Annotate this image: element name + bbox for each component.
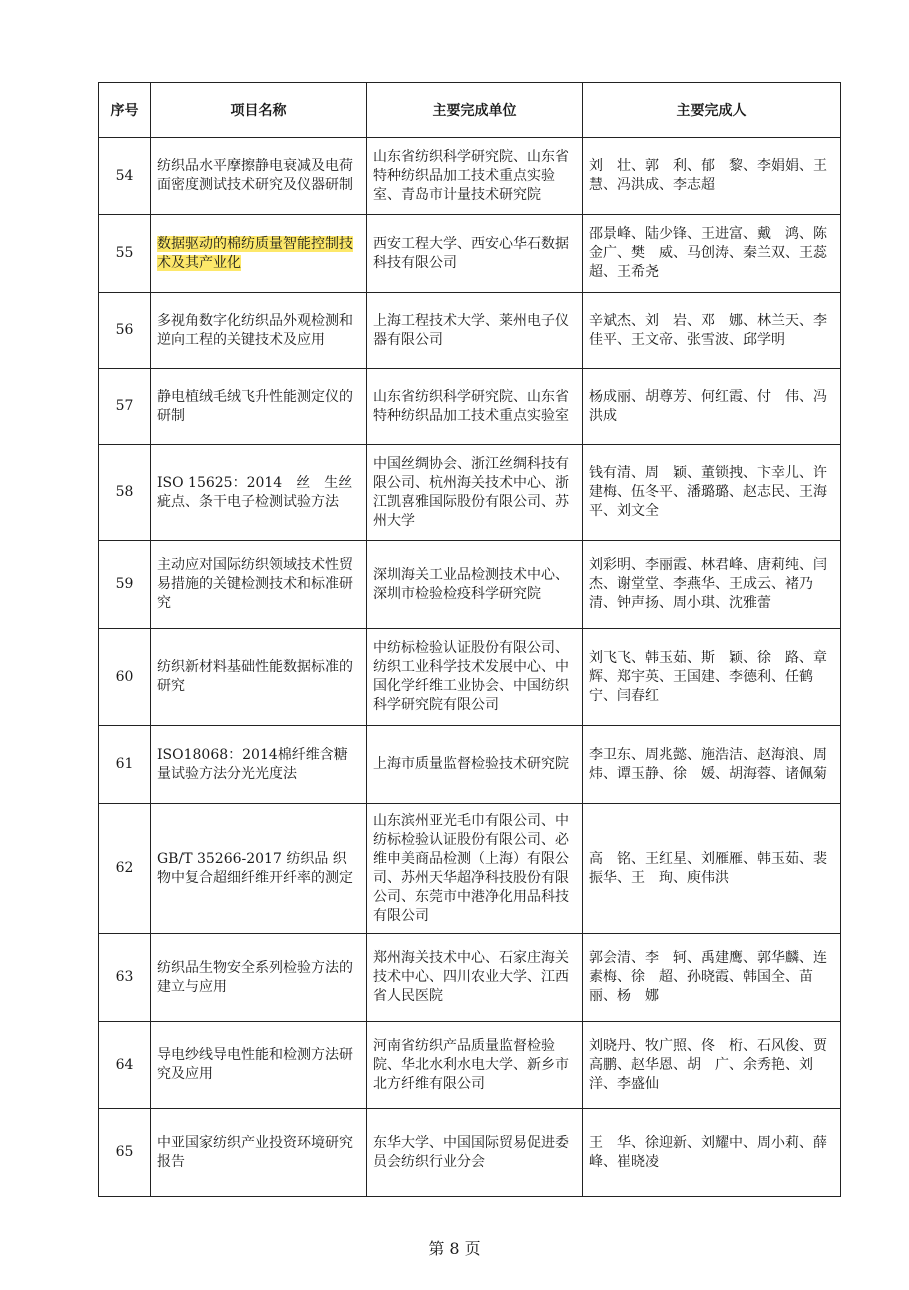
highlighted-project-name: 数据驱动的棉纺质量智能控制技术及其产业化 <box>157 235 353 271</box>
row-project-name: 导电纱线导电性能和检测方法研究及应用 <box>151 1022 367 1109</box>
row-main-unit: 郑州海关技术中心、石家庄海关技术中心、四川农业大学、江西省人民医院 <box>367 934 583 1022</box>
row-main-people: 李卫东、周兆懿、施浩洁、赵海浪、周 炜、谭玉静、徐 媛、胡海蓉、诸佩菊 <box>583 726 841 804</box>
header-seq: 序号 <box>99 83 151 138</box>
table-row <box>99 629 841 726</box>
table-row <box>99 293 841 369</box>
row-main-people: 邵景峰、陆少锋、王进富、戴 鸿、陈金广、樊 威、马创涛、秦兰双、王蕊超、王希尧 <box>583 215 841 293</box>
table-row <box>99 726 841 804</box>
row-main-people: 辛斌杰、刘 岩、邓 娜、林兰天、李佳平、王文帝、张雪波、邱学明 <box>583 293 841 369</box>
table-row <box>99 445 841 541</box>
row-main-unit: 深圳海关工业品检测技术中心、深圳市检验检疫科学研究院 <box>367 541 583 629</box>
row-main-people: 刘晓丹、牧广照、佟 桁、石风俊、贾高鹏、赵华恩、胡 广、余秀艳、刘 洋、李盛仙 <box>583 1022 841 1109</box>
row-main-people: 刘 壮、郭 利、郁 黎、李娟娟、王 慧、冯洪成、李志超 <box>583 138 841 215</box>
header-main-unit: 主要完成单位 <box>367 83 583 138</box>
page-number: 第 8 页 <box>428 1239 481 1258</box>
row-project-name: 纺织新材料基础性能数据标准的研究 <box>151 629 367 726</box>
row-main-unit: 山东省纺织科学研究院、山东省特种纺织品加工技术重点实验室、青岛市计量技术研究院 <box>367 138 583 215</box>
row-project-name: ISO 15625：2014 丝 生丝疵点、条干电子检测试验方法 <box>151 445 367 541</box>
table-row <box>99 138 841 215</box>
row-main-unit: 中纺标检验认证股份有限公司、纺织工业科学技术发展中心、中国化学纤维工业协会、中国纺织科学研究院有限公司 <box>367 629 583 726</box>
row-main-people: 郭会清、李 轲、禹建鹰、郭华麟、连素梅、徐 超、孙晓霞、韩国全、苗 丽、杨 娜 <box>583 934 841 1022</box>
row-main-unit: 中国丝绸协会、浙江丝绸科技有限公司、杭州海关技术中心、浙江凯喜雅国际股份有限公司、苏州大学 <box>367 445 583 541</box>
row-main-unit: 东华大学、中国国际贸易促进委员会纺织行业分会 <box>367 1109 583 1197</box>
row-project-name: 多视角数字化纺织品外观检测和逆向工程的关键技术及应用 <box>151 293 367 369</box>
table-row <box>99 215 841 293</box>
row-project-name: 纺织品水平摩擦静电衰减及电荷面密度测试技术研究及仪器研制 <box>151 138 367 215</box>
row-main-people: 刘彩明、李丽霞、林君峰、唐莉纯、闫 杰、谢堂堂、李燕华、王成云、褚乃清、钟声扬、周小琪、沈雅蕾 <box>583 541 841 629</box>
row-seq: 54 <box>99 138 151 215</box>
row-main-people: 钱有清、周 颖、董锁拽、卞幸儿、许建梅、伍冬平、潘璐璐、赵志民、王海平、刘文全 <box>583 445 841 541</box>
row-main-unit: 山东省纺织科学研究院、山东省特种纺织品加工技术重点实验室 <box>367 369 583 445</box>
row-seq: 64 <box>99 1022 151 1109</box>
table-header-row <box>99 83 841 138</box>
row-seq: 61 <box>99 726 151 804</box>
award-table <box>98 82 841 1197</box>
row-main-people: 高 铭、王红星、刘雁雁、韩玉茹、裴振华、王 珣、庾伟洪 <box>583 804 841 934</box>
table-row <box>99 1022 841 1109</box>
row-project-name <box>151 215 367 293</box>
row-seq: 63 <box>99 934 151 1022</box>
header-project-name: 项目名称 <box>151 83 367 138</box>
row-seq: 58 <box>99 445 151 541</box>
row-project-name: 静电植绒毛绒飞升性能测定仪的研制 <box>151 369 367 445</box>
row-main-unit: 山东滨州亚光毛巾有限公司、中纺标检验认证股份有限公司、必维申美商品检测（上海）有限公司、苏州天华超净科技股份有限公司、东莞市中港净化用品科技有限公司 <box>367 804 583 934</box>
row-seq: 55 <box>99 215 151 293</box>
row-main-unit: 上海工程技术大学、莱州电子仪器有限公司 <box>367 293 583 369</box>
row-seq: 57 <box>99 369 151 445</box>
row-main-people: 刘飞飞、韩玉茹、斯 颖、徐 路、章 辉、郑宇英、王国建、李德利、任鹤宁、闫春红 <box>583 629 841 726</box>
row-seq: 62 <box>99 804 151 934</box>
row-main-unit: 西安工程大学、西安心华石数据科技有限公司 <box>367 215 583 293</box>
row-project-name: 纺织品生物安全系列检验方法的建立与应用 <box>151 934 367 1022</box>
row-seq: 60 <box>99 629 151 726</box>
row-seq: 65 <box>99 1109 151 1197</box>
row-project-name: 主动应对国际纺织领域技术性贸易措施的关键检测技术和标准研究 <box>151 541 367 629</box>
table-row <box>99 541 841 629</box>
row-main-people: 王 华、徐迎新、刘耀中、周小莉、薛 峰、崔晓凌 <box>583 1109 841 1197</box>
row-project-name: 中亚国家纺织产业投资环境研究报告 <box>151 1109 367 1197</box>
table-row <box>99 1109 841 1197</box>
table-row <box>99 934 841 1022</box>
table-row <box>99 369 841 445</box>
row-project-name: GB/T 35266-2017 纺织品 织物中复合超细纤维开纤率的测定 <box>151 804 367 934</box>
header-main-people: 主要完成人 <box>583 83 841 138</box>
row-main-unit: 河南省纺织产品质量监督检验院、华北水利水电大学、新乡市北方纤维有限公司 <box>367 1022 583 1109</box>
row-seq: 56 <box>99 293 151 369</box>
row-main-people: 杨成丽、胡尊芳、何红霞、付 伟、冯洪成 <box>583 369 841 445</box>
row-main-unit: 上海市质量监督检验技术研究院 <box>367 726 583 804</box>
table-row <box>99 804 841 934</box>
row-seq: 59 <box>99 541 151 629</box>
row-project-name: ISO18068：2014棉纤维含糖量试验方法分光光度法 <box>151 726 367 804</box>
